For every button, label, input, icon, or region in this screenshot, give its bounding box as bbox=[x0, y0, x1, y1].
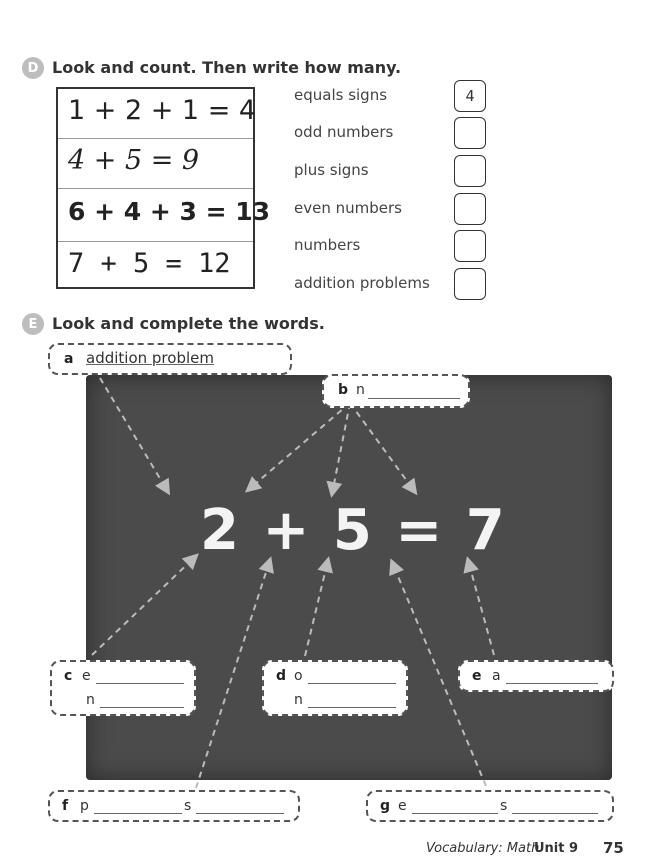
label-c-letter: c bbox=[64, 668, 73, 684]
label-f-prefix-2: s bbox=[184, 798, 192, 814]
label-c-blank-2[interactable] bbox=[100, 707, 184, 708]
question-label-even-numbers: even numbers bbox=[294, 199, 402, 217]
arrow-d bbox=[305, 560, 328, 656]
label-f-prefix: p bbox=[80, 798, 89, 814]
label-c-prefix-2: n bbox=[86, 692, 95, 708]
section-d-instruction: Look and count. Then write how many. bbox=[52, 58, 402, 77]
equation-2: 4 + 5 = 9 bbox=[68, 145, 200, 176]
label-g-prefix-2: s bbox=[500, 798, 508, 814]
section-e-badge: E bbox=[22, 313, 44, 335]
label-g bbox=[366, 790, 614, 822]
label-g-blank-2[interactable] bbox=[512, 813, 598, 814]
label-a bbox=[48, 343, 292, 375]
label-c-blank-1[interactable] bbox=[96, 683, 184, 684]
label-e-prefix: a bbox=[492, 668, 501, 684]
label-b bbox=[322, 374, 470, 408]
label-c bbox=[50, 660, 196, 716]
label-b-blank[interactable] bbox=[368, 398, 460, 399]
label-b-prefix: n bbox=[356, 382, 365, 398]
label-f-blank-1[interactable] bbox=[94, 813, 182, 814]
page-number: 75 bbox=[603, 839, 624, 857]
section-d-badge: D bbox=[22, 57, 44, 79]
arrow-c bbox=[92, 556, 196, 655]
footer-unit: Unit 9 bbox=[534, 841, 579, 856]
label-d-prefix-2: n bbox=[294, 692, 303, 708]
label-e-blank[interactable] bbox=[506, 683, 598, 684]
footer-subject: Vocabulary: Math bbox=[426, 841, 540, 856]
label-b-letter: b bbox=[338, 382, 349, 398]
label-d-letter: d bbox=[276, 668, 287, 684]
answer-box-equals-signs[interactable]: 4 bbox=[454, 80, 486, 112]
section-e-instruction: Look and complete the words. bbox=[52, 314, 325, 333]
label-d bbox=[262, 660, 408, 716]
label-g-letter: g bbox=[380, 798, 391, 814]
board-equation: 2 + 5 = 7 bbox=[200, 498, 507, 563]
label-f bbox=[48, 790, 300, 822]
arrow-e bbox=[468, 560, 494, 655]
label-g-blank-1[interactable] bbox=[412, 813, 498, 814]
arrow-b2 bbox=[332, 403, 350, 494]
question-label-addition-problems: addition problems bbox=[294, 274, 430, 292]
label-a-answer[interactable]: addition problem bbox=[86, 349, 214, 367]
question-label-odd-numbers: odd numbers bbox=[294, 123, 394, 141]
arrow-b3 bbox=[350, 403, 415, 492]
label-d-prefix-1: o bbox=[294, 668, 303, 684]
arrow-a bbox=[100, 378, 168, 492]
equation-3: 6 + 4 + 3 = 13 bbox=[68, 197, 271, 226]
label-e bbox=[458, 660, 614, 692]
label-a-letter: a bbox=[64, 351, 74, 367]
question-label-numbers: numbers bbox=[294, 236, 361, 254]
label-d-blank-1[interactable] bbox=[308, 683, 396, 684]
equation-1: 1 + 2 + 1 = 4 bbox=[68, 95, 257, 126]
label-g-prefix: e bbox=[398, 798, 407, 814]
label-e-letter: e bbox=[472, 668, 482, 684]
label-d-blank-2[interactable] bbox=[308, 707, 396, 708]
question-label-plus-signs: plus signs bbox=[294, 161, 369, 179]
label-f-letter: f bbox=[62, 798, 69, 814]
arrow-b1 bbox=[248, 403, 350, 490]
question-label-equals-signs: equals signs bbox=[294, 86, 388, 104]
label-f-blank-2[interactable] bbox=[196, 813, 284, 814]
label-c-prefix-1: e bbox=[82, 668, 91, 684]
arrow-f bbox=[196, 560, 270, 788]
equation-4: 7 + 5 = 12 bbox=[68, 248, 231, 279]
